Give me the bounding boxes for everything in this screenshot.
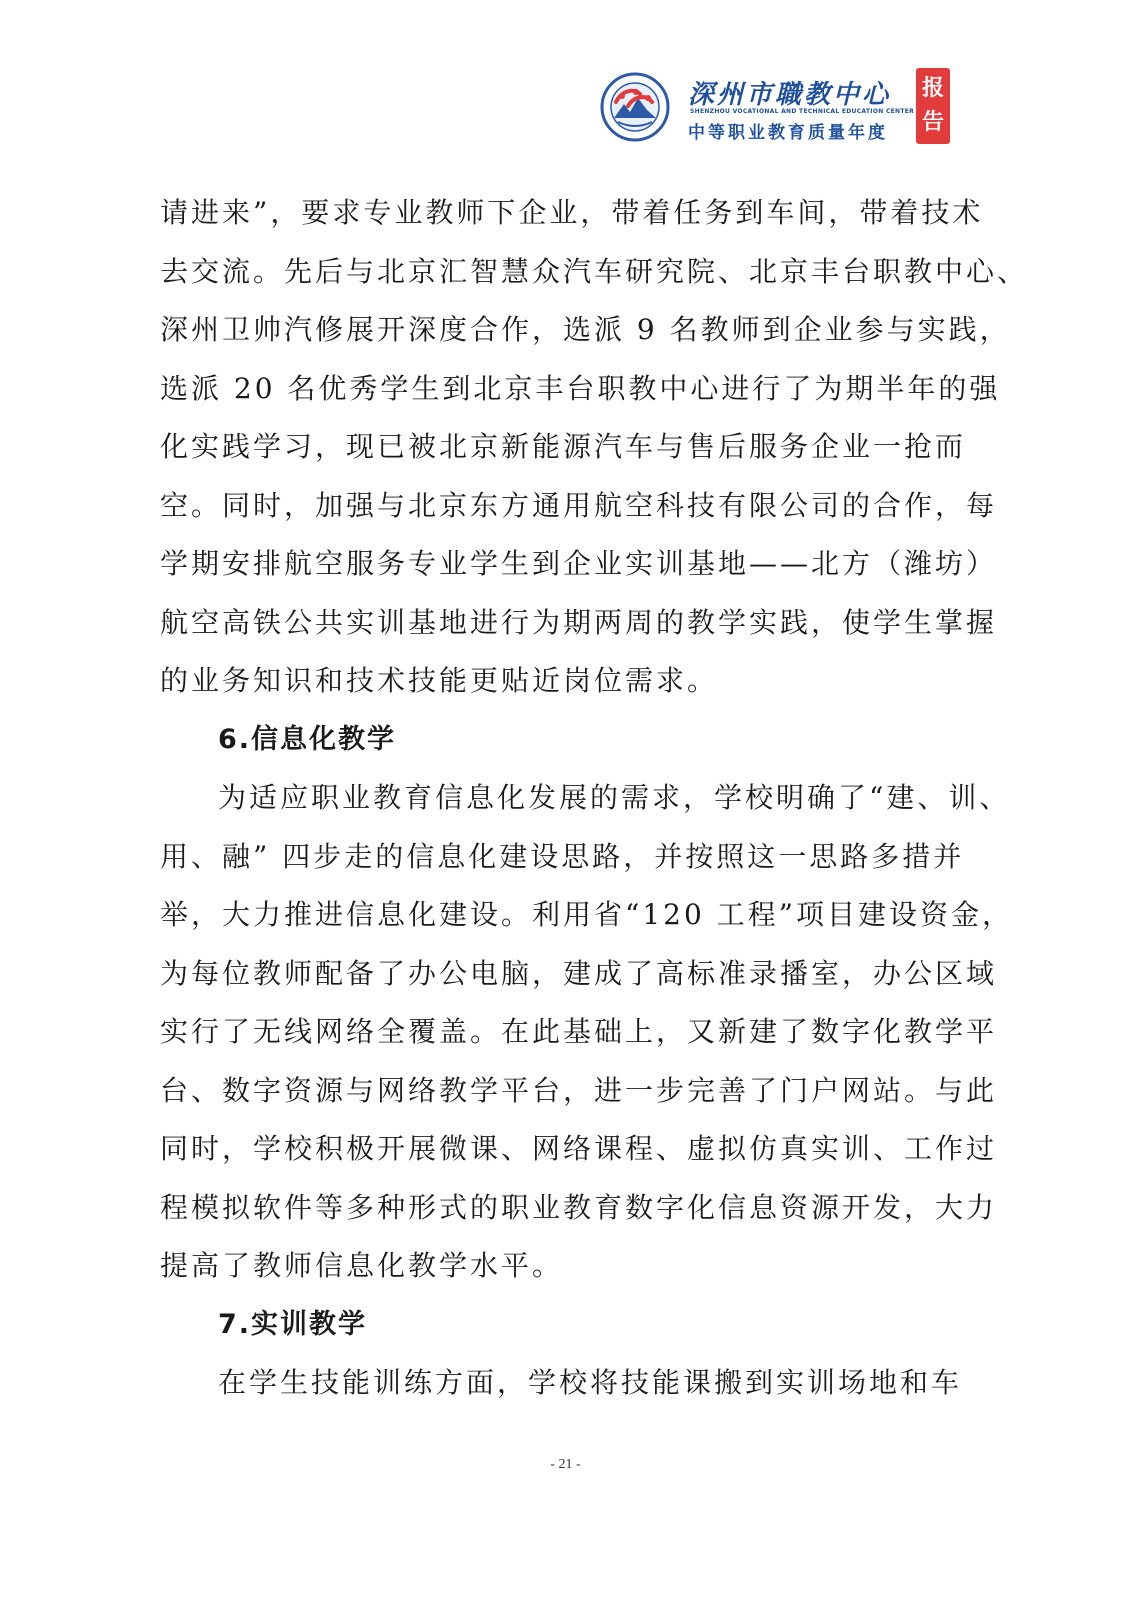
report-badge (916, 68, 950, 144)
section-heading: 6.信息化教学 (218, 723, 397, 755)
brand-name: 深州市職教中心 (688, 80, 892, 110)
text-line: 台、数字资源与网络教学平台，进一步完善了门户网站。与此 (160, 1073, 998, 1107)
text-line: 提高了教师信息化教学水平。 (160, 1249, 564, 1282)
text-line: 举，大力推进信息化建设。利用省“120 工程”项目建设资金， (160, 898, 1013, 931)
text-line: 同时，学校积极开展微课、网络课程、虚拟仿真实训、工作过 (160, 1132, 998, 1165)
text-line: 请进来”，要求专业教师下企业，带着任务到车间，带着技术 (160, 196, 984, 229)
brand-english-name: SHENZHOU VOCATIONAL AND TECHNICAL EDUCATION CENTER (690, 108, 915, 115)
text-line: 航空高铁公共实训基地进行为期两周的教学实践，使学生掌握 (160, 605, 998, 639)
text-line: 化实践学习，现已被北京新能源汽车与售后服务企业一抢而 (160, 430, 967, 463)
text-line: 选派 20 名优秀学生到北京丰台职教中心进行了为期半年的强 (160, 371, 1001, 405)
paragraph (160, 184, 1029, 711)
text-line: 为适应职业教育信息化发展的需求，学校明确了“建、训、 (218, 781, 1011, 814)
text-line: 程模拟软件等多种形式的职业教育数字化信息资源开发，大力 (160, 1190, 998, 1224)
report-subtitle: 中等职业教育质量年度 (688, 123, 888, 143)
text-line: 在学生技能训练方面，学校将技能课搬到实训场地和车 (218, 1366, 963, 1399)
page-number: - 21 - (550, 1457, 581, 1472)
text-line: 去交流。先后与北京汇智慧众汽车研究院、北京丰台职教中心、 (160, 254, 1029, 288)
section-heading: 7.实训教学 (218, 1308, 368, 1340)
text-line: 学期安排航空服务专业学生到企业实训基地——北方（潍坊） (160, 547, 998, 580)
text-line: 实行了无线网络全覆盖。在此基础上，又新建了数字化教学平 (160, 1015, 998, 1048)
text-line: 深州卫帅汽修展开深度合作，选派 9 名教师到企业参与实践， (160, 313, 1011, 346)
text-line: 用、融” 四步走的信息化建设思路，并按照这一思路多措并 (160, 839, 965, 873)
report-header (600, 68, 970, 144)
document-body (160, 184, 1029, 1413)
school-seal-logo-icon (600, 72, 670, 142)
text-line: 的业务知识和技术技能更贴近岗位需求。 (160, 664, 719, 697)
text-line: 为每位教师配备了办公电脑，建成了高标准录播室，办公区域 (160, 956, 998, 990)
text-line: 空。同时，加强与北京东方通用航空科技有限公司的合作，每 (160, 488, 998, 522)
badge-char: 告 (921, 110, 944, 135)
badge-char: 报 (921, 76, 944, 101)
paragraph (160, 769, 1013, 1296)
paragraph (160, 1354, 963, 1413)
